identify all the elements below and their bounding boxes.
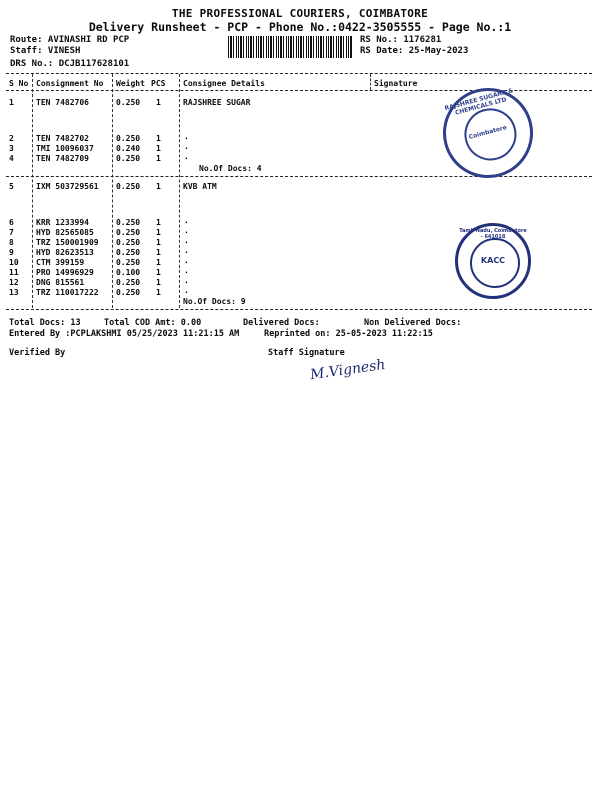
col-sno: S No [9,79,29,88]
row-consignment: IXM 503729561 [36,182,99,191]
row-weight: 0.250 [116,134,141,143]
divider [6,176,592,177]
row-pcs: 1 [156,238,161,247]
row-pcs: 1 [156,154,161,163]
row-detail: . [184,246,189,255]
row-consignment: PRO 14996929 [36,268,94,277]
row-pcs: 1 [156,248,161,257]
row-detail: . [184,152,189,161]
consignee-name: KVB ATM [183,182,217,191]
stamp-center-text: KACC [480,256,506,265]
col-consignment: Consignment No [36,79,104,88]
row-pcs: 1 [156,228,161,237]
row-detail: . [184,266,189,275]
row-pcs: 1 [156,134,161,143]
divider [6,73,592,74]
row-detail: . [184,276,189,285]
stamp-text: Tamil Nadu, Coimbatore - 641018 [459,228,527,240]
docs-count: No.Of Docs: 9 [183,297,246,306]
row-weight: 0.250 [116,154,141,163]
staff-signature: M.Vignesh [309,356,387,384]
col-pcs: PCS [151,79,166,88]
runsheet-subtitle: Delivery Runsheet - PCP - Phone No.:0422-3505555 - Page No.:1 [88,20,512,34]
bank-stamp [455,223,531,299]
column-separator [370,74,371,90]
row-pcs: 1 [156,144,161,153]
row-pcs: 1 [156,288,161,297]
column-separator [112,74,113,308]
company-stamp [433,78,543,188]
row-sno: 2 [9,134,14,143]
row-weight: 0.250 [116,182,141,191]
row-sno: 4 [9,154,14,163]
row-weight: 0.250 [116,248,141,257]
non-delivered-docs: Non Delivered Docs: [364,318,462,328]
drs-number: DRS No.: DCJB117628101 [10,59,130,69]
row-pcs: 1 [156,98,161,107]
row-sno: 6 [9,218,14,227]
row-sno: 3 [9,144,14,153]
row-consignment: DNG 815561 [36,278,85,287]
rs-date: RS Date: 25-May-2023 [360,46,469,56]
row-consignment: TRZ 150001909 [36,238,99,247]
total-cod: Total COD Amt: 0.00 [104,318,202,328]
row-consignment: TRZ 110017222 [36,288,99,297]
row-weight: 0.250 [116,218,141,227]
row-consignment: TEN 7482706 [36,98,89,107]
row-detail: . [184,226,189,235]
row-sno: 5 [9,182,14,191]
row-consignment: TEN 7482702 [36,134,89,143]
row-weight: 0.100 [116,268,141,277]
stamp-text: RAJSHREE SUGARS & CHEMICALS LTD [443,87,515,117]
col-weight: Weight [116,79,145,88]
row-consignment: HYD 82623513 [36,248,94,257]
staff-label: Staff: VINESH [10,46,81,56]
route-label: Route: AVINASHI RD PCP [10,35,130,45]
row-weight: 0.250 [116,288,141,297]
company-title: THE PROFESSIONAL COURIERS, COIMBATORE [171,7,429,20]
row-sno: 10 [9,258,19,267]
row-detail: . [184,236,189,245]
row-sno: 7 [9,228,14,237]
reprinted-on: Reprinted on: 25-05-2023 11:22:15 [264,329,433,339]
row-weight: 0.250 [116,258,141,267]
barcode [228,36,352,58]
row-weight: 0.240 [116,144,141,153]
row-sno: 11 [9,268,19,277]
row-weight: 0.250 [116,278,141,287]
column-separator [32,74,33,308]
row-weight: 0.250 [116,98,141,107]
row-consignment: TEN 7482709 [36,154,89,163]
row-weight: 0.250 [116,238,141,247]
row-sno: 13 [9,288,19,297]
row-sno: 1 [9,98,14,107]
row-consignment: HYD 82565085 [36,228,94,237]
row-pcs: 1 [156,278,161,287]
row-detail: . [184,142,189,151]
col-signature: Signature [374,79,418,88]
verified-by: Verified By [9,348,66,358]
row-detail: . [184,256,189,265]
row-pcs: 1 [156,182,161,191]
divider [6,309,592,310]
row-detail: . [184,132,189,141]
row-consignment: CTM 399159 [36,258,85,267]
row-sno: 9 [9,248,14,257]
row-pcs: 1 [156,258,161,267]
rs-number: RS No.: 1176281 [360,35,442,45]
row-pcs: 1 [156,218,161,227]
row-detail: . [184,216,189,225]
consignee-name: RAJSHREE SUGAR [183,98,251,107]
total-docs: Total Docs: 13 [9,318,81,328]
row-consignment: KRR 1233994 [36,218,89,227]
col-consignee: Consignee Details [183,79,265,88]
delivered-docs: Delivered Docs: [243,318,320,328]
row-detail: . [184,286,189,295]
row-sno: 8 [9,238,14,247]
row-sno: 12 [9,278,19,287]
row-weight: 0.250 [116,228,141,237]
entered-by: Entered By :PCPLAKSHMI 05/25/2023 11:21:15 AM [9,329,240,339]
row-consignment: TMI 10096037 [36,144,94,153]
staff-signature-label: Staff Signature [268,348,345,358]
column-separator [179,74,180,308]
stamp-center-text: Coimbatore [468,124,508,141]
docs-count: No.Of Docs: 4 [199,164,262,173]
row-pcs: 1 [156,268,161,277]
